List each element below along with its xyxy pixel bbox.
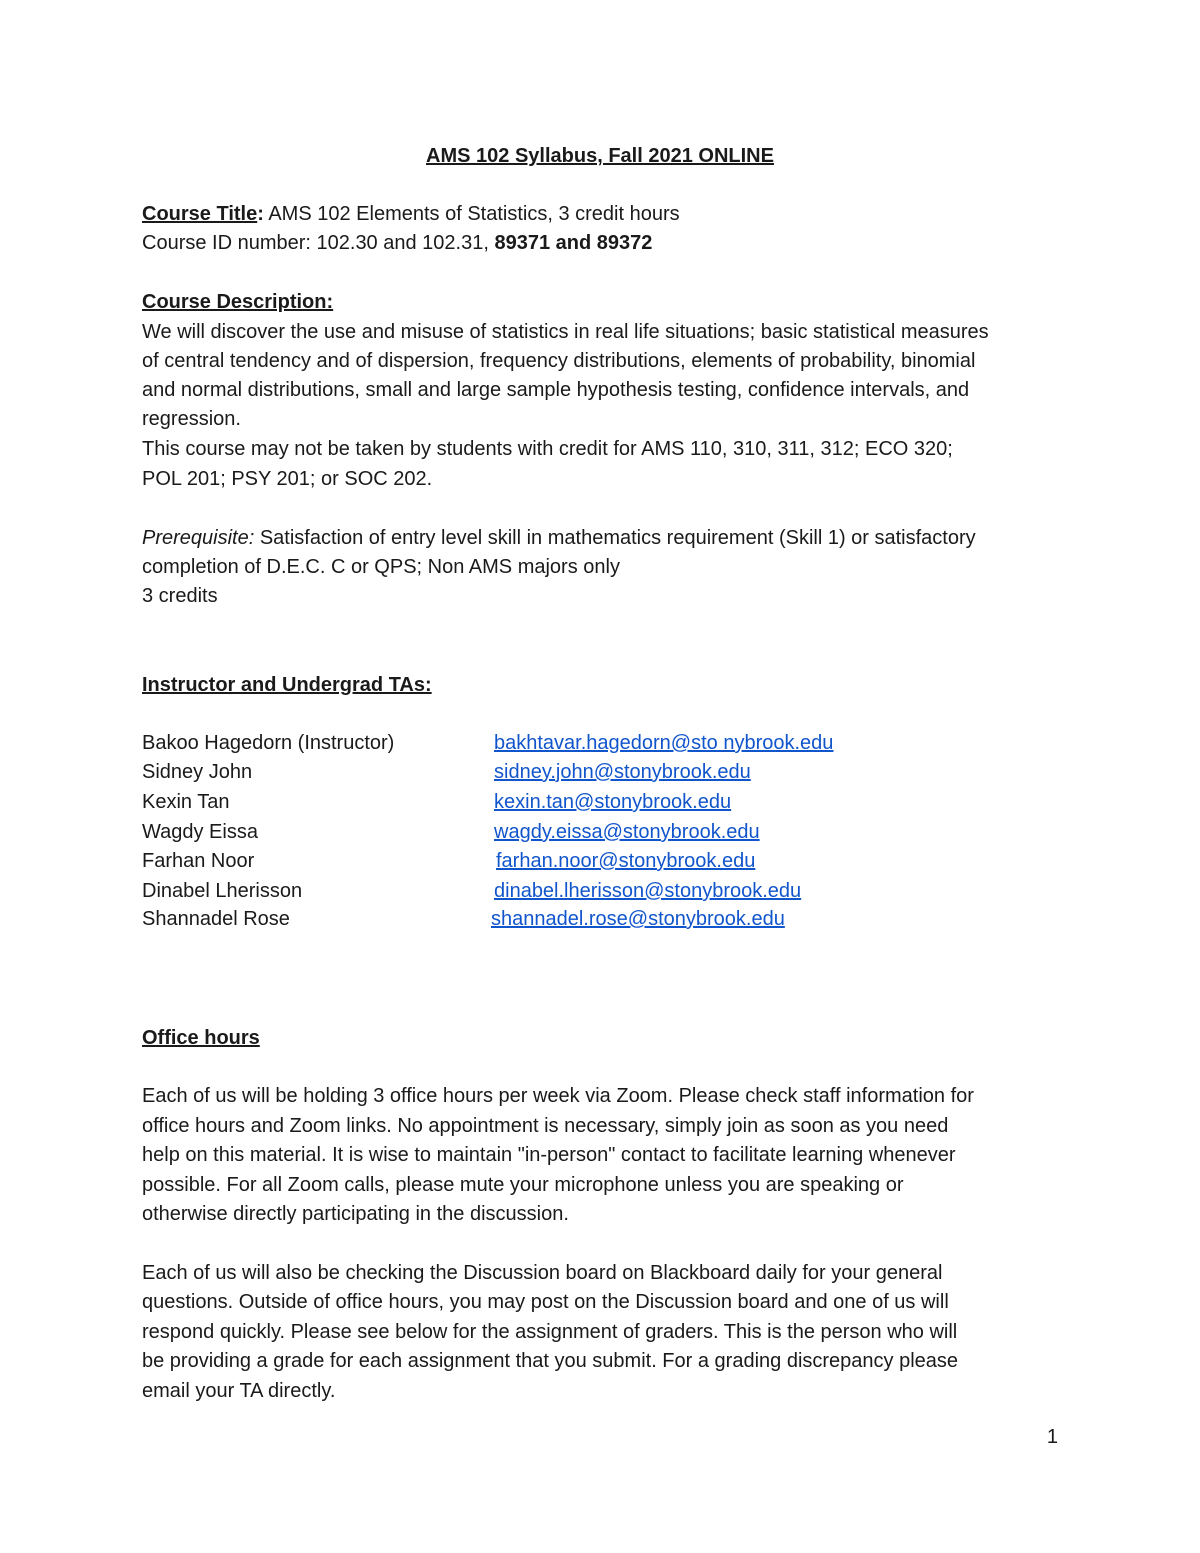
- course-title-label: Course Title: [142, 203, 258, 225]
- course-id-numbers: 89371 and 89372: [494, 232, 653, 254]
- staff-email-link[interactable]: farhan.noor@stonybrook.edu: [496, 850, 756, 872]
- office-hours-line: otherwise directly participating in the discussion.: [142, 1203, 569, 1225]
- discussion-board-line: questions. Outside of office hours, you may post on the Discussion board and one of us will: [142, 1291, 949, 1313]
- staff-email-link[interactable]: dinabel.lherisson@stonybrook.edu: [494, 880, 802, 902]
- office-hours-heading: Office hours: [142, 1027, 260, 1049]
- staff-name: Wagdy Eissa: [142, 821, 258, 843]
- office-hours-line: office hours and Zoom links. No appointment is necessary, simply join as soon as you need: [142, 1115, 949, 1137]
- course-id-text: Course ID number: 102.30 and 102.31,: [142, 232, 495, 254]
- prerequisite-line: [142, 526, 976, 550]
- course-title-value: AMS 102 Elements of Statistics, 3 credit hours: [263, 203, 680, 225]
- course-description-line: POL 201; PSY 201; or SOC 202.: [142, 468, 433, 490]
- staff-email-link[interactable]: shannadel.rose@stonybrook.edu: [491, 908, 785, 930]
- staff-name: Farhan Noor: [142, 850, 255, 872]
- office-hours-line: Each of us will be holding 3 office hours per week via Zoom. Please check staff information for: [142, 1085, 974, 1107]
- office-hours-line: help on this material. It is wise to maintain "in-person" contact to facilitate learning whenever: [142, 1144, 956, 1166]
- staff-name: Kexin Tan: [142, 791, 230, 813]
- staff-name: Bakoo Hagedorn (Instructor): [142, 732, 395, 754]
- page-number: 1: [1046, 1426, 1058, 1448]
- course-description-line: of central tendency and of dispersion, frequency distributions, elements of probability, binomial: [142, 350, 976, 372]
- course-id-line: [142, 231, 652, 255]
- discussion-board-line: email your TA directly.: [142, 1380, 336, 1402]
- staff-email-link[interactable]: wagdy.eissa@stonybrook.edu: [494, 821, 760, 843]
- course-description-line: We will discover the use and misuse of statistics in real life situations; basic statistical measures: [142, 321, 989, 343]
- prerequisite-line: completion of D.E.C. C or QPS; Non AMS majors only: [142, 556, 620, 578]
- course-description-line: and normal distributions, small and large sample hypothesis testing, confidence intervals, and: [142, 379, 970, 401]
- prerequisite-label: Prerequisite:: [142, 527, 255, 549]
- discussion-board-line: Each of us will also be checking the Discussion board on Blackboard daily for your general: [142, 1262, 943, 1284]
- staff-name: Shannadel Rose: [142, 908, 290, 930]
- prerequisite-text: Satisfaction of entry level skill in mathematics requirement (Skill 1) or satisfactory: [254, 527, 976, 549]
- staff-email-link[interactable]: kexin.tan@stonybrook.edu: [494, 791, 732, 813]
- page-title: AMS 102 Syllabus, Fall 2021 ONLINE: [426, 145, 774, 167]
- course-title-colon: :: [257, 203, 264, 225]
- course-description-heading: Course Description:: [142, 291, 334, 313]
- course-description-line: regression.: [142, 408, 241, 430]
- course-title-line: [142, 202, 680, 226]
- staff-email-link[interactable]: bakhtavar.hagedorn@sto nybrook.edu: [494, 732, 834, 754]
- staff-name: Dinabel Lherisson: [142, 880, 303, 902]
- office-hours-line: possible. For all Zoom calls, please mute your microphone unless you are speaking or: [142, 1174, 904, 1196]
- course-description-line: This course may not be taken by students with credit for AMS 110, 310, 311, 312; ECO 320;: [142, 438, 953, 460]
- staff-name: Sidney John: [142, 761, 253, 783]
- discussion-board-line: respond quickly. Please see below for the assignment of graders. This is the person who will: [142, 1321, 958, 1343]
- discussion-board-line: be providing a grade for each assignment that you submit. For a grading discrepancy please: [142, 1350, 959, 1372]
- staff-email-link[interactable]: sidney.john@stonybrook.edu: [494, 761, 751, 783]
- staff-heading: Instructor and Undergrad TAs:: [142, 674, 432, 696]
- credits-line: 3 credits: [142, 585, 218, 607]
